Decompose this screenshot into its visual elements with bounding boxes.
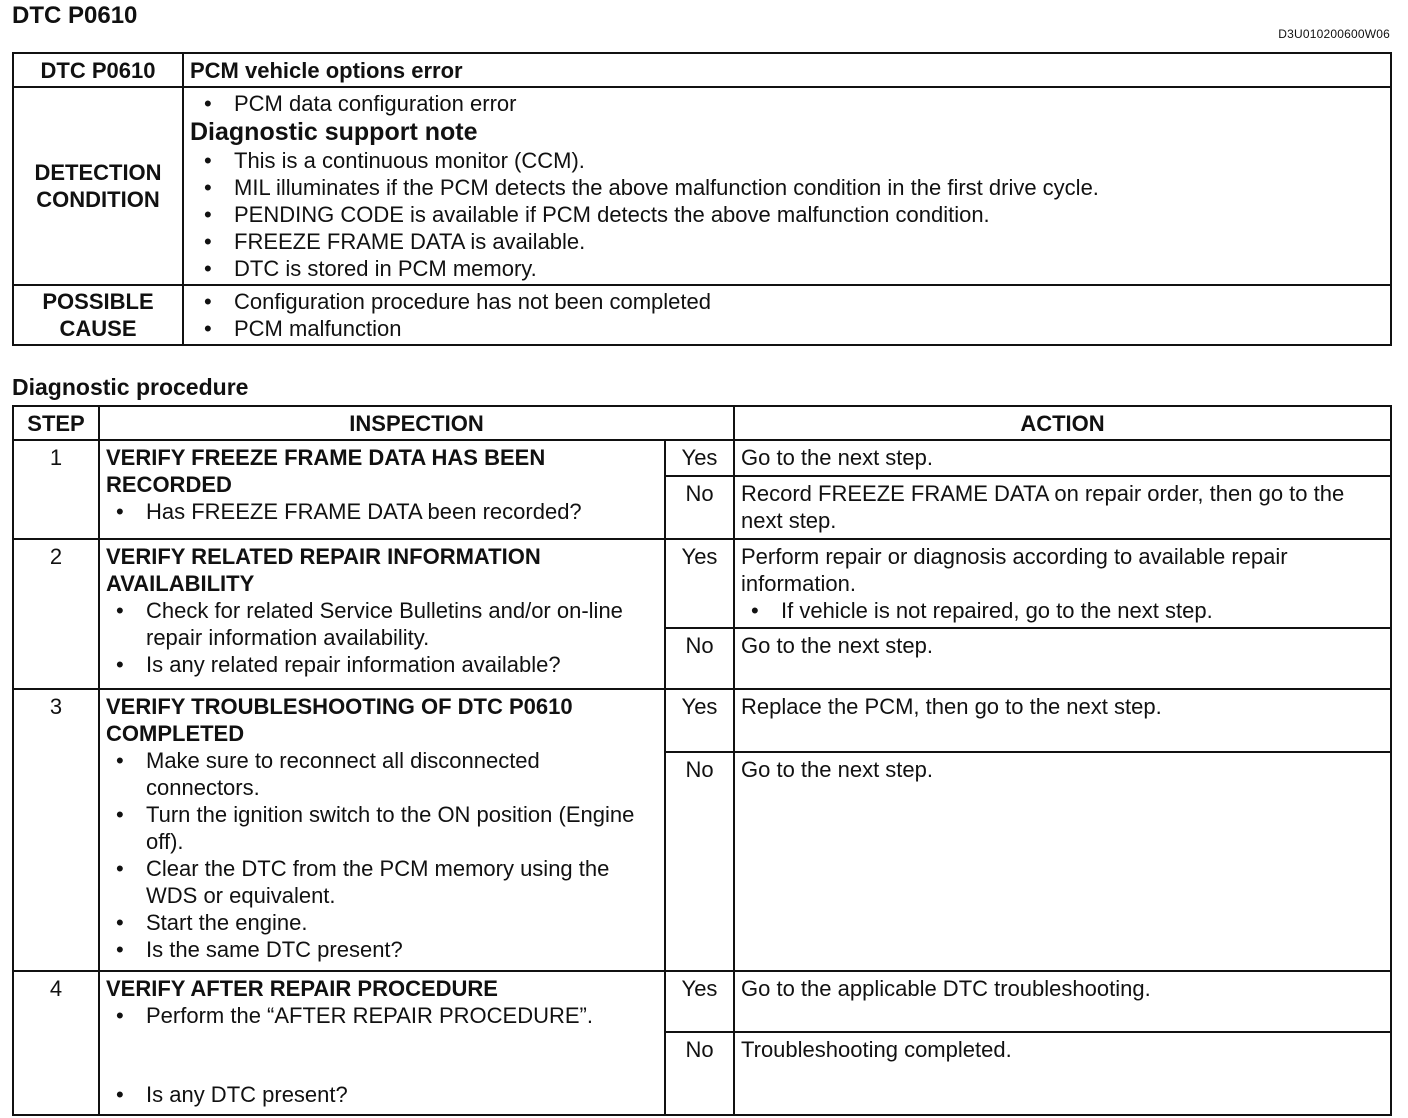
cause-row	[13, 285, 1391, 345]
step-row	[13, 971, 1391, 1032]
yes-action-text: Perform repair or diagnosis according to available repair information.	[741, 544, 1288, 596]
step-title: VERIFY AFTER REPAIR PROCEDURE	[106, 976, 498, 1001]
note-heading: Diagnostic support note	[190, 118, 478, 146]
step-row	[13, 689, 1391, 752]
step-item: • Has FREEZE FRAME DATA been recorded?	[146, 498, 658, 525]
procedure-heading: Diagnostic procedure	[12, 374, 249, 400]
step-items	[106, 1081, 658, 1108]
yes-action-item: • If vehicle is not repaired, go to the next step.	[781, 597, 1384, 624]
page-title: DTC P0610	[12, 2, 138, 29]
step-title: VERIFY RELATED REPAIR INFORMATION AVAILABILITY	[106, 544, 541, 596]
step-item: • Check for related Service Bulletins and/or on-line repair information availability.	[146, 597, 658, 651]
detection-item: • PCM data configuration error	[234, 90, 1384, 117]
yes-label: Yes	[665, 440, 734, 476]
step-item: • Make sure to reconnect all disconnected connectors.	[146, 747, 658, 801]
yes-label: Yes	[665, 539, 734, 628]
no-label: No	[665, 628, 734, 689]
document-id: D3U010200600W06	[1278, 27, 1390, 41]
step-inspection	[99, 689, 665, 971]
cause-list	[190, 288, 1384, 342]
step-item: • Is any related repair information available?	[146, 651, 658, 678]
col-inspection: INSPECTION	[99, 406, 734, 440]
dtc-name: PCM vehicle options error	[183, 53, 1391, 87]
yes-action: Go to the next step.	[734, 440, 1391, 476]
step-number: 1	[13, 440, 99, 539]
no-action: Troubleshooting completed.	[734, 1032, 1391, 1115]
step-item: • Perform the “AFTER REPAIR PROCEDURE”.	[146, 1002, 658, 1029]
step-inspection	[99, 539, 665, 689]
detection-list	[190, 90, 1384, 117]
yes-action: Replace the PCM, then go to the next step.	[734, 689, 1391, 752]
col-action: ACTION	[734, 406, 1391, 440]
step-number: 2	[13, 539, 99, 689]
note-item: • FREEZE FRAME DATA is available.	[234, 228, 1384, 255]
step-title: VERIFY FREEZE FRAME DATA HAS BEEN RECORDED	[106, 445, 546, 497]
note-list	[190, 147, 1384, 282]
step-item: • Start the engine.	[146, 909, 658, 936]
step-item: • Clear the DTC from the PCM memory using the WDS or equivalent.	[146, 855, 658, 909]
no-action: Go to the next step.	[734, 752, 1391, 971]
dtc-code: DTC P0610	[13, 53, 183, 87]
cause-content	[183, 285, 1391, 345]
detection-row	[13, 87, 1391, 285]
col-step: STEP	[13, 406, 99, 440]
yes-label: Yes	[665, 971, 734, 1032]
note-item: • PENDING CODE is available if PCM detects the above malfunction condition.	[234, 201, 1384, 228]
note-item: • MIL illuminates if the PCM detects the above malfunction condition in the first drive cycle.	[234, 174, 1384, 201]
no-label: No	[665, 752, 734, 971]
detection-content	[183, 87, 1391, 285]
step-number: 4	[13, 971, 99, 1115]
dtc-summary-table	[12, 52, 1392, 346]
detection-label: DETECTION CONDITION	[13, 87, 183, 285]
step-title: VERIFY TROUBLESHOOTING OF DTC P0610 COMPLETED	[106, 694, 573, 746]
note-item: • This is a continuous monitor (CCM).	[234, 147, 1384, 174]
step-inspection	[99, 440, 665, 539]
step-items	[106, 1002, 658, 1029]
yes-action-list	[741, 597, 1384, 624]
dtc-header-row	[13, 53, 1391, 87]
cause-label: POSSIBLE CAUSE	[13, 285, 183, 345]
no-action: Go to the next step.	[734, 628, 1391, 689]
procedure-header-row	[13, 406, 1391, 440]
step-item: • Is the same DTC present?	[146, 936, 658, 963]
step-inspection	[99, 971, 665, 1115]
no-action: Record FREEZE FRAME DATA on repair order, then go to the next step.	[734, 476, 1391, 539]
step-items	[106, 597, 658, 678]
step-items	[106, 747, 658, 963]
step-item: • Turn the ignition switch to the ON position (Engine off).	[146, 801, 658, 855]
procedure-table	[12, 405, 1392, 1116]
note-item: • DTC is stored in PCM memory.	[234, 255, 1384, 282]
cause-item: • PCM malfunction	[234, 315, 1384, 342]
step-row	[13, 440, 1391, 476]
yes-action	[734, 539, 1391, 628]
step-item: • Is any DTC present?	[146, 1081, 658, 1108]
step-number: 3	[13, 689, 99, 971]
no-label: No	[665, 476, 734, 539]
yes-action: Go to the applicable DTC troubleshooting.	[734, 971, 1391, 1032]
yes-label: Yes	[665, 689, 734, 752]
cause-item: • Configuration procedure has not been completed	[234, 288, 1384, 315]
step-items	[106, 498, 658, 525]
step-row	[13, 539, 1391, 628]
no-label: No	[665, 1032, 734, 1115]
